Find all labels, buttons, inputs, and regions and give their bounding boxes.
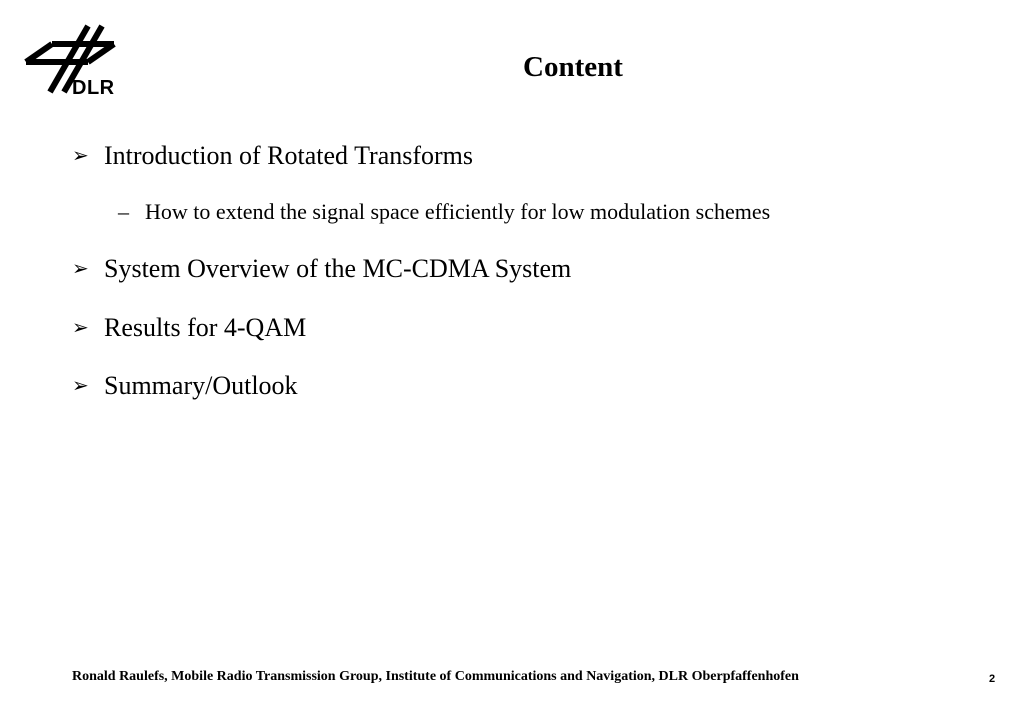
bullet-item-label: Introduction of Rotated Transforms xyxy=(104,141,474,170)
arrow-bullet-icon: ➢ xyxy=(72,373,89,397)
slide-title: Content xyxy=(523,51,623,83)
bullet-item xyxy=(72,253,571,284)
footer-text: Ronald Raulefs, Mobile Radio Transmission Group, Institute of Communications and Navigation, DLR Oberpfaffenhofen xyxy=(72,669,799,684)
dash-bullet: – xyxy=(118,199,129,224)
arrow-bullet-icon: ➢ xyxy=(72,315,89,339)
bullet-item xyxy=(72,312,306,343)
logo-text: DLR xyxy=(72,77,115,99)
sub-bullet-item-label: How to extend the signal space efficiently for low modulation schemes xyxy=(145,199,771,224)
bullet-item xyxy=(72,370,298,401)
bullet-item-label: System Overview of the MC-CDMA System xyxy=(104,254,572,283)
page-number: 2 xyxy=(989,673,996,685)
bullet-item xyxy=(72,140,473,171)
sub-bullet-item xyxy=(118,199,770,225)
arrow-bullet-icon: ➢ xyxy=(72,256,89,280)
bullet-item-label: Results for 4-QAM xyxy=(104,313,307,342)
bullet-item-label: Summary/Outlook xyxy=(104,371,298,400)
arrow-bullet-icon: ➢ xyxy=(72,143,89,167)
